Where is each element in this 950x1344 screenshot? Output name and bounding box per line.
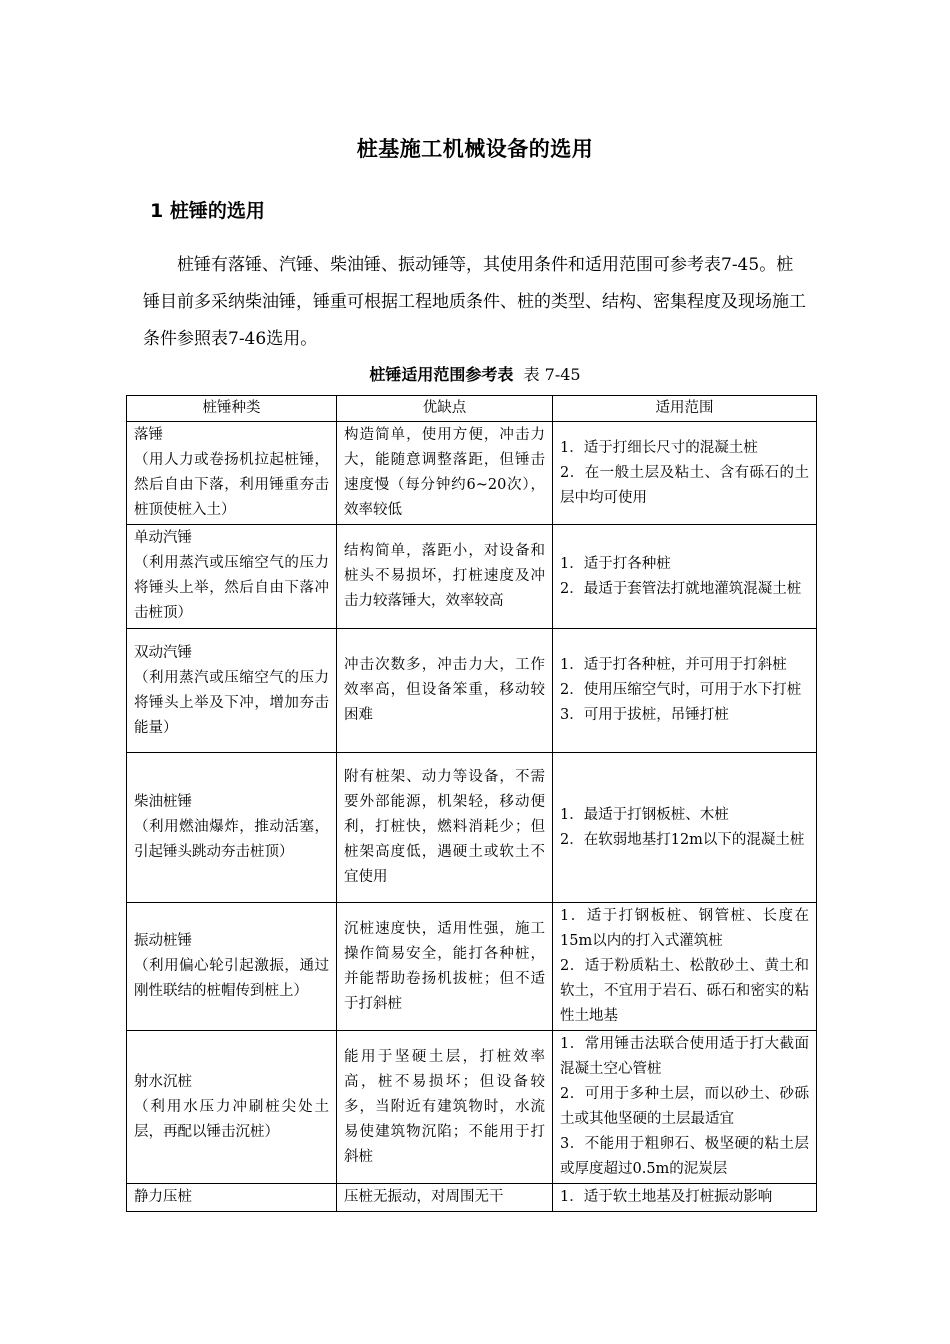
scope-item: 2．可用于多种土层，而以砂土、砂砾土或其他坚硬的土层最适宜 [560,1086,809,1127]
cell-scope [553,753,817,903]
table-row [127,903,817,1031]
cell-hammer-type [127,1184,337,1212]
table-row [127,753,817,903]
scope-item: 2．适于粉质粘土、松散砂土、黄土和软土，不宜用于岩石、砾石和密实的粘性土地基 [560,958,809,1024]
cell-pros-cons: 构造简单，使用方便，冲击力大，能随意调整落距，但锤击速度慢（每分钟约6~20次），效率较低 [337,422,553,525]
hammer-type-description: （利用燃油爆炸，推动活塞，引起锤头跳动夯击桩顶） [134,819,329,860]
cell-hammer-type [127,903,337,1031]
hammer-type-name: 振动桩锤 [134,933,192,949]
table-row [127,1031,817,1184]
scope-item: 1．适于打细长尺寸的混凝土桩 [560,439,758,456]
cell-scope [553,525,817,629]
hammer-type-name: 单动汽锤 [134,530,192,546]
table-body [127,422,817,1212]
cell-hammer-type [127,525,337,629]
cell-pros-cons: 压桩无振动，对周围无干 [337,1184,553,1212]
scope-item: 1．适于打各种桩，并可用于打斜桩 [560,657,787,673]
scope-item: 2．最适于套管法打就地灌筑混凝土桩 [560,580,802,597]
cell-pros-cons: 沉桩速度快，适用性强，施工操作简易安全，能打各种桩，并能帮助卷扬机拔桩；但不适于打斜桩 [337,903,553,1031]
scope-item: 1．最适于打钢板桩、木桩 [560,806,729,823]
cell-pros-cons: 结构简单，落距小，对设备和桩头不易损坏，打桩速度及冲击力较落锤大，效率较高 [337,525,553,629]
table-caption-title: 桩锤适用范围参考表 [369,365,514,384]
cell-hammer-type [127,629,337,753]
table-caption [0,362,950,385]
hammer-type-name: 静力压桩 [134,1189,192,1205]
scope-item: 1．常用锤击法联合使用适于打大截面混凝土空心管桩 [560,1036,809,1077]
table-row [127,525,817,629]
paragraph-text: 桩锤有落锤、汽锤、柴油锤、振动锤等，其使用条件和适用范围可参考表7-45。桩锤目前多采纳柴油锤，锤重可根据工程地质条件、桩的类型、结构、密集程度及现场施工条件参照表7-46选用。 [143,255,806,349]
cell-hammer-type [127,753,337,903]
table-row [127,422,817,525]
scope-item: 1．适于打各种桩 [560,555,671,572]
header-pros-cons: 优缺点 [337,396,553,422]
scope-item: 2．使用压缩空气时，可用于水下打桩 [560,682,802,698]
document-title: 桩基施工机械设备的选用 [356,137,594,161]
table-caption-number: 表 7-45 [523,365,581,384]
cell-pros-cons: 冲击次数多，冲击力大，工作效率高，但设备笨重，移动较困难 [337,629,553,753]
scope-item: 1．适于软土地基及打桩振动影响 [560,1189,773,1205]
hammer-type-description: （用人力或卷扬机拉起桩锤，然后自由下落，利用锤重夯击桩顶使桩入土） [134,452,329,518]
section-heading: 1 桩锤的选用 [150,200,265,222]
cell-pros-cons: 能用于坚硬土层，打桩效率高，桩不易损坏；但设备较多，当附近有建筑物时，水流易使建筑物沉陷；不能用于打斜桩 [337,1031,553,1184]
hammer-type-name: 双动汽锤 [134,644,192,661]
pile-hammer-table [126,395,817,1212]
cell-scope [553,903,817,1031]
table-header-row [127,396,817,422]
scope-item: 1．适于打钢板桩、钢管桩、长度在15m以内的打入式灌筑桩 [560,908,809,949]
header-hammer-type: 桩锤种类 [127,396,337,422]
hammer-type-name: 落锤 [134,427,163,443]
hammer-type-description: （利用水压力冲刷桩尖处土层，再配以锤击沉桩） [134,1098,329,1140]
cell-scope [553,1031,817,1184]
hammer-type-description: （利用偏心轮引起激振，通过刚性联结的桩帽传到桩上） [134,958,329,999]
hammer-type-description: （利用蒸汽或压缩空气的压力将锤头上举，然后自由下落冲击桩顶） [134,555,329,621]
hammer-type-name: 柴油桩锤 [134,794,192,810]
hammer-type-name: 射水沉桩 [134,1073,192,1090]
cell-scope [553,629,817,753]
table-row [127,1184,817,1212]
hammer-type-description: （利用蒸汽或压缩空气的压力将锤头上举及下冲，增加夯击能量） [134,669,329,736]
cell-hammer-type [127,1031,337,1184]
intro-paragraph [143,247,807,358]
scope-item: 2．在软弱地基打12m以下的混凝土桩 [560,831,805,848]
scope-item: 3．不能用于粗卵石、极坚硬的粘土层或厚度超过0.5m的泥炭层 [560,1136,809,1177]
cell-pros-cons: 附有桩架、动力等设备，不需要外部能源，机架轻，移动便利，打桩快，燃料消耗少；但桩架高度低，遇硬土或软土不宜使用 [337,753,553,903]
scope-item: 2．在一般土层及粘土、含有砾石的土层中均可使用 [560,464,809,506]
cell-hammer-type [127,422,337,525]
table-row [127,629,817,753]
cell-scope [553,422,817,525]
scope-item: 3．可用于拔桩，吊锤打桩 [560,707,729,723]
cell-scope [553,1184,817,1212]
header-scope: 适用范围 [553,396,817,422]
